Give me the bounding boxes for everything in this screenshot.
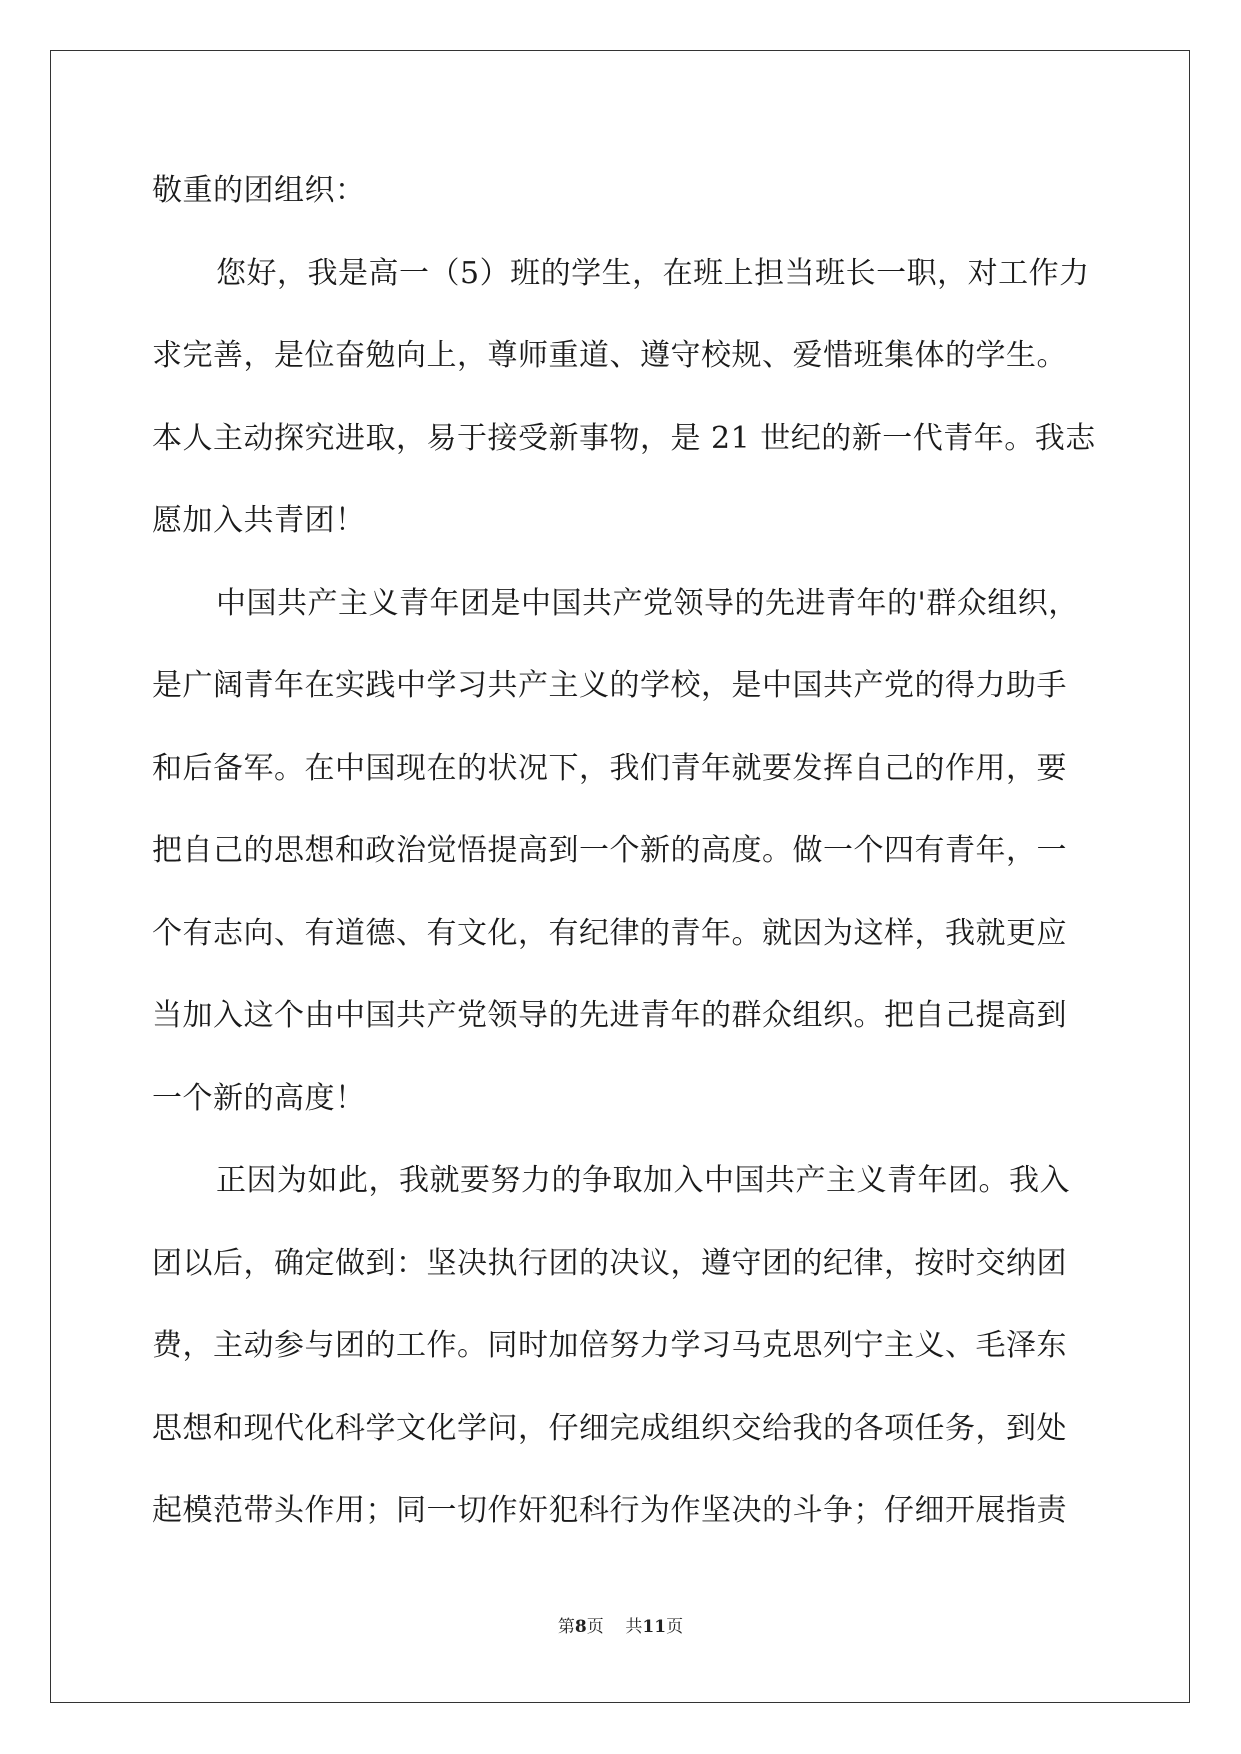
paragraph-line: 个有志向、有道德、有文化，有纪律的青年。就因为这样，我就更应: [152, 915, 1067, 951]
paragraph-line: 中国共产主义青年团是中国共产党领导的先进青年的'群众组织，: [216, 585, 1079, 621]
paragraph-line: 是广阔青年在实践中学习共产主义的学校，是中国共产党的得力助手: [152, 668, 1067, 703]
page-suffix: 页: [586, 1617, 604, 1637]
page-footer: [0, 1612, 1241, 1637]
paragraph-line: 一个新的高度！: [152, 1080, 366, 1116]
total-suffix: 页: [666, 1617, 684, 1637]
paragraph-line: 您好，我是高一（5）班的学生，在班上担当班长一职，对工作力: [216, 255, 1090, 291]
paragraph-line: 愿加入共青团！: [152, 503, 366, 538]
total-prefix: 共: [625, 1617, 643, 1637]
paragraph-line: 和后备军。在中国现在的状况下，我们青年就要发挥自己的作用，要: [152, 750, 1067, 786]
paragraph-line: 当加入这个由中国共产党领导的先进青年的群众组织。把自己提高到: [152, 998, 1067, 1033]
page-number: 8: [574, 1617, 587, 1637]
paragraph-line: 思想和现代化科学文化学问，仔细完成组织交给我的各项任务，到处: [152, 1410, 1067, 1446]
paragraph-line: 团以后，确定做到：坚决执行团的决议，遵守团的纪律，按时交纳团: [152, 1245, 1067, 1281]
paragraph-line: 费，主动参与团的工作。同时加倍努力学习马克思列宁主义、毛泽东: [152, 1328, 1067, 1363]
total-pages: 11: [642, 1617, 667, 1637]
salutation: 敬重的团组织：: [152, 173, 366, 208]
paragraph-line: 求完善，是位奋勉向上，尊师重道、遵守校规、爱惜班集体的学生。: [152, 338, 1067, 373]
paragraph-line: 正因为如此，我就要努力的争取加入中国共产主义青年团。我入: [216, 1163, 1070, 1198]
document-body: [152, 164, 1096, 1567]
page-prefix: 第: [557, 1617, 575, 1637]
paragraph-line: 本人主动探究进取，易于接受新事物，是 21 世纪的新一代青年。我志: [152, 420, 1096, 456]
paragraph-line: 把自己的思想和政治觉悟提高到一个新的高度。做一个四有青年，一: [152, 833, 1067, 868]
paragraph-line: 起模范带头作用；同一切作奸犯科行为作坚决的斗争；仔细开展指责: [152, 1493, 1067, 1528]
